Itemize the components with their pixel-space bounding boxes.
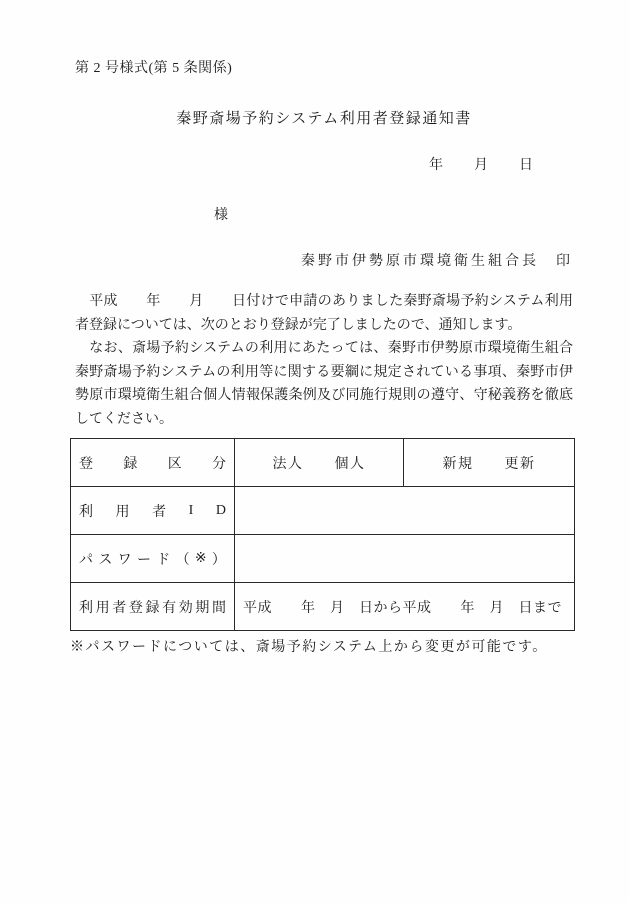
paragraph-line: 秦野斎場予約システムの利用等に関する要綱に規定されている事項、秦野市伊 [75,364,573,380]
registration-table [70,438,575,631]
table-row-user-id [71,487,575,535]
paragraph-line: 者登録については、次のとおり登録が完了しましたので、通知します。 [75,317,522,333]
paragraph-line: 平成 年 月 日付けで申請のありました秦野斎場予約システム利用 [75,294,573,309]
table-row-registration-category [71,439,575,487]
page-title: 秦野斎場予約システム利用者登録通知書 [176,111,472,127]
validity-period-label-cell [71,583,235,631]
issuer-line: 秦野市伊勢原市環境衛生組合長 印 [301,254,573,269]
validity-period-label: 利 用 者 登 録 有 効 期 間 [79,600,226,616]
registration-category-label-cell [71,439,235,487]
date-line: 年 月 日 [429,158,534,173]
body-paragraph-2 [75,337,573,431]
paragraph-line: 勢原市環境衛生組合個人情報保護条例及び同施行規則の遵守、守秘義務を徹底 [75,388,573,403]
user-id-label-cell [71,487,235,535]
table-row-password [71,535,575,583]
registration-type-options-cell: 法人 個人 [235,439,404,487]
password-label-cell [71,535,235,583]
password-label: パ ス ワ ー ド （ ※ ） [79,551,226,568]
form-number: 第 2 号様式(第 5 条関係) [75,61,233,76]
body-paragraph-1 [75,290,573,337]
registration-category-label: 登 録 区 分 [79,456,226,472]
user-id-label: 利 用 者 I D [79,502,226,520]
user-id-value-cell [235,487,575,535]
paragraph-line: なお、斎場予約システムの利用にあたっては、秦野市伊勢原市環境衛生組合 [75,341,573,356]
password-footnote: ※パスワードについては、斎場予約システム上から変更が可能です。 [70,640,548,655]
addressee-line: 様 [214,208,228,223]
table-row-validity-period [71,583,575,631]
paragraph-line: してください。 [75,411,173,427]
registration-mode-options-cell: 新規 更新 [404,439,575,487]
validity-period-value-cell: 平成 年 月 日から平成 年 月 日まで [235,583,575,631]
password-value-cell [235,535,575,583]
